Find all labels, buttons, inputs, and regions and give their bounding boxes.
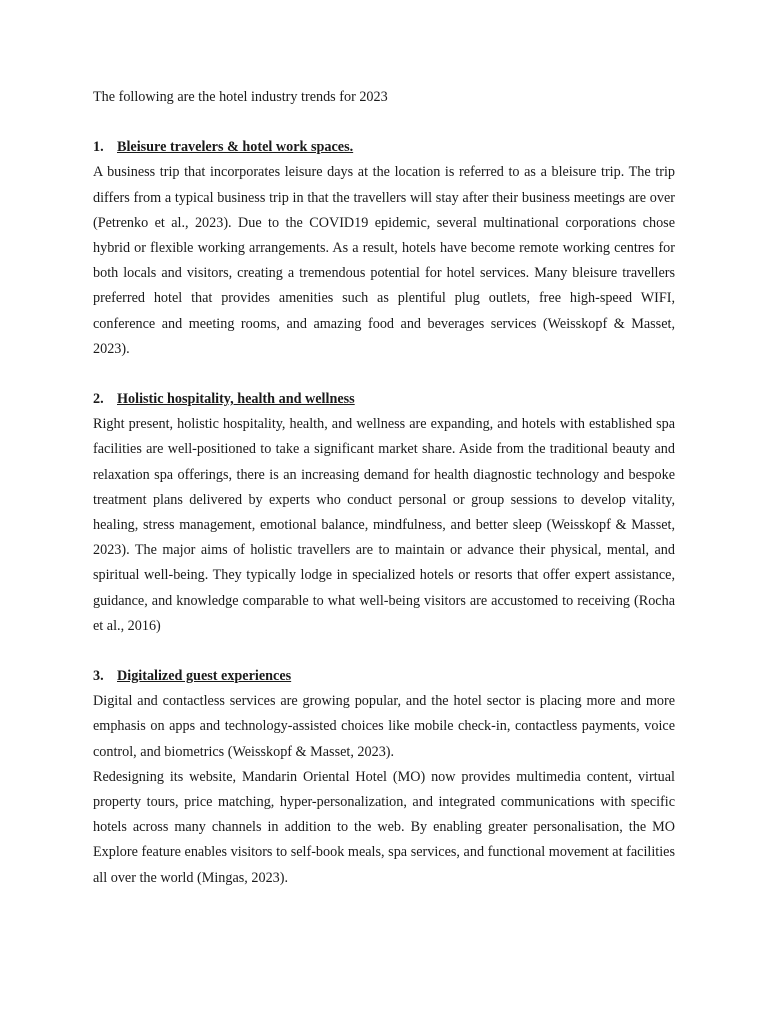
- intro-text: The following are the hotel industry trends for 2023: [93, 89, 388, 105]
- section-holistic-hospitality: [93, 387, 675, 639]
- section-heading: [93, 387, 675, 412]
- section-paragraph: Digital and contactless services are growing popular, and the hotel sector is placing more and more emphasis on apps and technology-assisted choices like mobile check-in, contactless payments, voice control, and biometrics (Weisskopf & Masset, 2023).: [93, 693, 675, 760]
- section-digitalized-experiences: [93, 664, 675, 891]
- section-number: 3.: [93, 668, 104, 685]
- section-heading: [93, 664, 675, 689]
- section-paragraph: A business trip that incorporates leisure days at the location is referred to as a bleisure trip. The trip differs from a typical business trip in that the travellers will stay after their business meetings are over (Petrenko et al., 2023). Due to the COVID19 epidemic, several multinational corporations chose hybrid or flexible working arrangements. As a result, hotels have become remote working centres for both locals and visitors, creating a tremendous potential for hotel services. Many bleisure travellers preferred hotel that provides amenities such as plentiful plug outlets, free high-speed WIFI, conference and meeting rooms, and amazing food and beverages services (Weisskopf & Masset, 2023).: [93, 164, 675, 357]
- section-paragraph: Right present, holistic hospitality, health, and wellness are expanding, and hotels with established spa facilities are well-positioned to take a significant market share. Aside from the traditional beauty and relaxation spa offerings, there is an increasing demand for health diagnostic technology and bespoke treatment plans delivered by experts who conduct personal or group sessions to develop vitality, healing, stress management, emotional balance, mindfulness, and better sleep (Weisskopf & Masset, 2023). The major aims of holistic travellers are to maintain or advance their physical, mental, and spiritual well-being. They typically lodge in specialized hotels or resorts that offer expert assistance, guidance, and knowledge comparable to what well-being visitors are accustomed to receiving (Rocha et al., 2016): [93, 416, 675, 634]
- section-number: 2.: [93, 391, 104, 408]
- document-page: [93, 85, 675, 891]
- section-title: Bleisure travelers & hotel work spaces.: [117, 139, 354, 156]
- section-number: 1.: [93, 139, 104, 156]
- section-title: Digitalized guest experiences: [117, 668, 292, 685]
- section-title: Holistic hospitality, health and wellness: [117, 391, 355, 408]
- section-heading: [93, 135, 675, 160]
- section-paragraph: Redesigning its website, Mandarin Oriental Hotel (MO) now provides multimedia content, virtual property tours, price matching, hyper-personalization, and integrated communications with specific hotels across many channels in addition to the web. By enabling greater personalisation, the MO Explore feature enables visitors to self-book meals, spa services, and functional movement at facilities all over the world (Mingas, 2023).: [93, 768, 675, 886]
- section-bleisure: [93, 135, 675, 362]
